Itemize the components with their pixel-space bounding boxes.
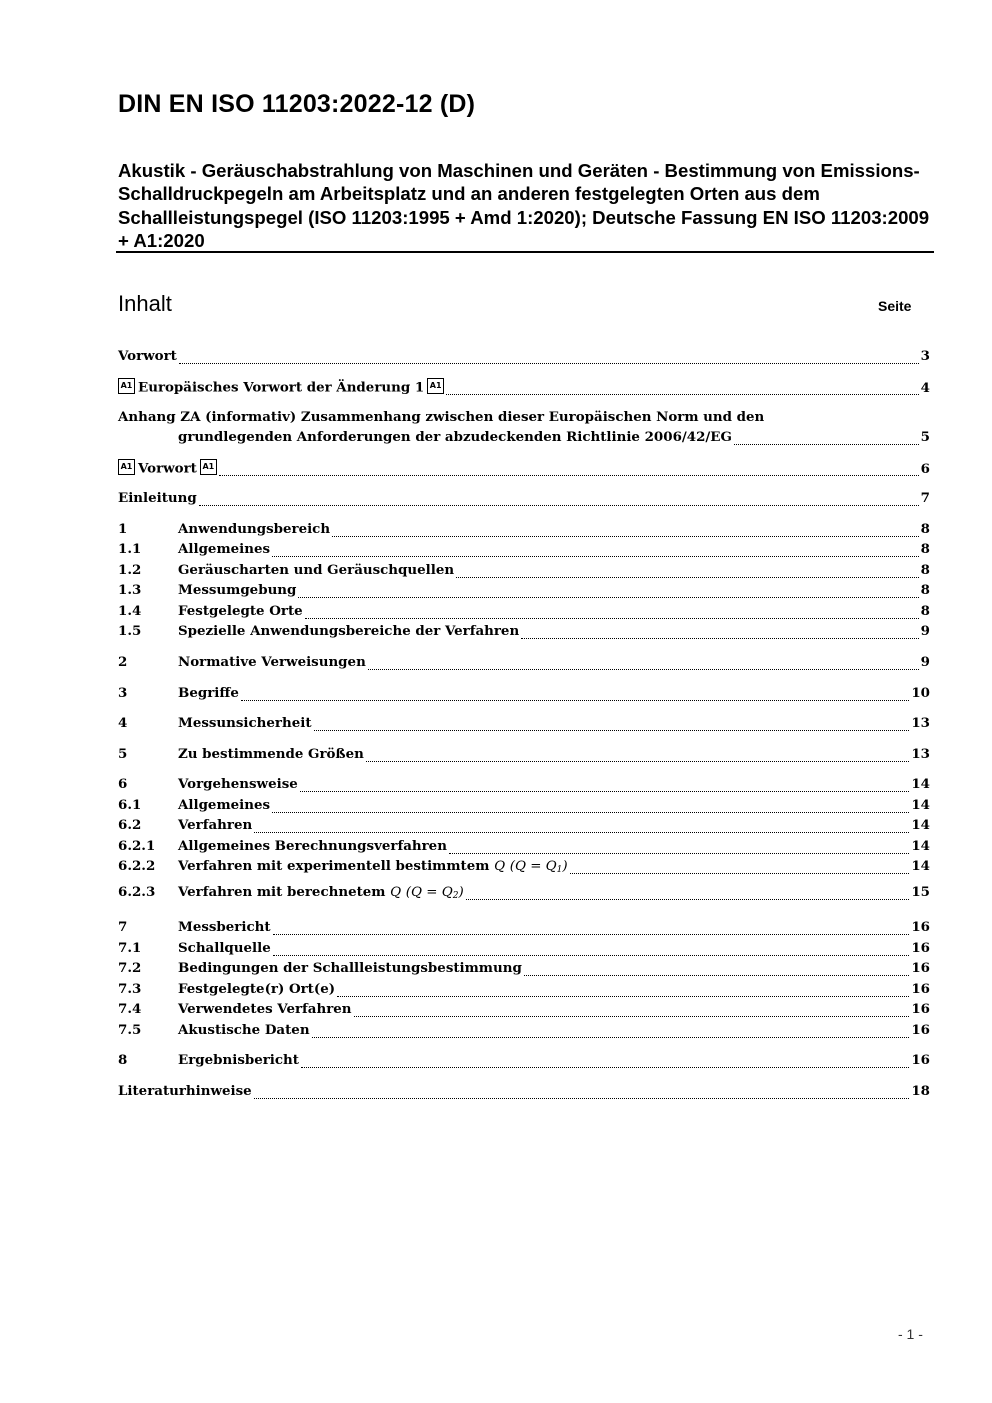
toc-number: 6.1 [118, 797, 142, 813]
dot-leader [570, 872, 910, 874]
toc-label: Schallquelle [178, 940, 271, 956]
toc-number: 7.2 [118, 960, 142, 976]
toc-label: Messunsicherheit [178, 715, 312, 731]
toc-label: Messbericht [178, 919, 271, 935]
toc-label: Einleitung [118, 490, 197, 506]
toc-entry-1-3[interactable] [118, 582, 930, 602]
math-paren-close: ) [562, 859, 568, 874]
toc-entry-6-2-1[interactable] [118, 838, 930, 858]
toc-page: 8 [920, 603, 930, 619]
toc-label: Ergebnisbericht [178, 1052, 299, 1068]
toc-entry-1-2[interactable] [118, 562, 930, 582]
dot-leader [368, 668, 919, 670]
toc-page: 16 [911, 1052, 930, 1068]
title-divider [116, 251, 934, 253]
toc-number: 1.5 [118, 623, 142, 639]
dot-leader [219, 474, 919, 476]
toc-page: 8 [920, 582, 930, 598]
toc-entry-a1-vorwort[interactable] [118, 460, 930, 480]
toc-label: Vorwort [138, 460, 197, 477]
toc-label: Vorwort [118, 348, 177, 364]
toc-label: Allgemeines [178, 797, 271, 813]
toc-label: Anhang ZA (informativ) Zusammenhang zwischen dieser Europäischen Norm und den [118, 409, 765, 425]
toc-page: 3 [920, 348, 930, 364]
math-subscript: 2 [452, 891, 459, 901]
toc-entry-literaturhinweise[interactable] [118, 1083, 930, 1103]
dot-leader [312, 1036, 910, 1038]
toc-entry-6-2-2[interactable] [118, 858, 930, 878]
toc-entry-1[interactable] [118, 521, 930, 541]
page-number: - 1 - [898, 1326, 923, 1342]
toc-page: 16 [911, 940, 930, 956]
toc-page: 15 [911, 884, 930, 900]
toc-label: Verfahren mit berechnetem [178, 884, 386, 900]
toc-entry-1-5[interactable] [118, 623, 930, 643]
toc-number: 7 [118, 919, 128, 935]
toc-entry-7-2[interactable] [118, 960, 930, 980]
dot-leader [734, 443, 919, 445]
toc-number: 7.5 [118, 1022, 142, 1038]
dot-leader [272, 811, 909, 813]
toc-number: 8 [118, 1052, 128, 1068]
toc-page: 14 [911, 838, 930, 854]
toc-page: 16 [911, 919, 930, 935]
amendment-start-icon: A1 [118, 459, 135, 475]
toc-label: Festgelegte(r) Ort(e) [178, 981, 336, 997]
toc-entry-anhang-za-line1[interactable] [118, 409, 930, 429]
toc-number: 1.2 [118, 562, 142, 578]
toc-label: Allgemeines [178, 541, 271, 557]
toc-label: Vorgehensweise [178, 776, 298, 792]
toc-number: 5 [118, 746, 128, 762]
toc-label: Begriffe [178, 685, 239, 701]
toc-entry-einleitung[interactable] [118, 490, 930, 510]
toc-entry-7-5[interactable] [118, 1022, 930, 1042]
toc-entry-1-1[interactable] [118, 541, 930, 561]
dot-leader [254, 831, 909, 833]
toc-page: 16 [911, 960, 930, 976]
math-equation: Q = Q [411, 885, 453, 900]
toc-label: Akustische Daten [178, 1022, 310, 1038]
dot-leader [354, 1015, 910, 1017]
toc-entry-8[interactable] [118, 1052, 930, 1072]
toc-number: 6.2.2 [118, 858, 156, 874]
toc-entry-vorwort[interactable] [118, 348, 930, 368]
toc-page: 18 [911, 1083, 930, 1099]
toc-page: 10 [911, 685, 930, 701]
toc-page: 7 [920, 490, 930, 506]
dot-leader [524, 974, 910, 976]
toc-label: Verfahren mit experimentell bestimmtem [178, 858, 490, 874]
toc-label: Geräuscharten und Geräuschquellen [178, 562, 455, 578]
toc-label: Literaturhinweise [118, 1083, 252, 1099]
toc-number: 6.2.3 [118, 884, 156, 900]
dot-leader [337, 995, 909, 997]
toc-entry-7[interactable] [118, 919, 930, 939]
toc-number: 3 [118, 685, 128, 701]
contents-heading: Inhalt [118, 291, 172, 316]
toc-number: 1 [118, 521, 128, 537]
toc-label: Messumgebung [178, 582, 297, 598]
toc-entry-3[interactable] [118, 685, 930, 705]
toc-entry-1-4[interactable] [118, 603, 930, 623]
toc-number: 1.3 [118, 582, 142, 598]
toc-page: 9 [920, 654, 930, 670]
toc-page: 5 [920, 429, 930, 445]
toc-label: Spezielle Anwendungsbereiche der Verfahren [178, 623, 520, 639]
toc-page: 14 [911, 776, 930, 792]
toc-page: 16 [911, 981, 930, 997]
math-subscript: 1 [556, 865, 563, 875]
math-paren-open: ( [509, 859, 515, 874]
toc-number: 4 [118, 715, 128, 731]
toc-entry-euro-vorwort-aenderung[interactable] [118, 379, 930, 399]
math-q: Q [494, 859, 506, 874]
dot-leader [449, 852, 909, 854]
toc-entry-6[interactable] [118, 776, 930, 796]
toc-page: 8 [920, 541, 930, 557]
dot-leader [241, 699, 910, 701]
dot-leader [466, 898, 910, 900]
dot-leader [456, 576, 919, 578]
dot-leader [272, 555, 919, 557]
math-paren-close: ) [458, 885, 464, 900]
toc-entry-5[interactable] [118, 746, 930, 766]
toc-page: 9 [920, 623, 930, 639]
dot-leader [305, 617, 919, 619]
dot-leader [332, 535, 919, 537]
dot-leader [273, 933, 910, 935]
toc-number: 1.1 [118, 541, 142, 557]
toc-entry-2[interactable] [118, 654, 930, 674]
toc-page: 13 [911, 715, 930, 731]
toc-number: 2 [118, 654, 128, 670]
toc-entry-7-1[interactable] [118, 940, 930, 960]
toc-label: Verfahren [178, 817, 253, 833]
toc-page: 6 [920, 460, 930, 477]
toc-label: Anwendungsbereich [178, 521, 331, 537]
math-equation: Q = Q [514, 859, 557, 874]
toc-label: Allgemeines Berechnungsverfahren [178, 838, 447, 854]
toc-label: Europäisches Vorwort der Änderung 1 [138, 379, 425, 396]
toc-label: Bedingungen der Schallleistungsbestimmung [178, 960, 522, 976]
toc-label: Normative Verweisungen [178, 654, 366, 670]
dot-leader [254, 1097, 910, 1099]
amendment-end-icon: A1 [200, 459, 217, 475]
dot-leader [446, 393, 918, 395]
dot-leader [301, 1066, 909, 1068]
toc-entry-6-2-3[interactable] [118, 884, 930, 904]
dot-leader [521, 637, 918, 639]
toc-page: 14 [911, 797, 930, 813]
amendment-start-icon: A1 [118, 378, 135, 394]
amendment-end-icon: A1 [427, 378, 444, 394]
toc-page: 8 [920, 521, 930, 537]
page-column-label: Seite [878, 298, 912, 314]
toc-number: 1.4 [118, 603, 142, 619]
toc-number: 6 [118, 776, 128, 792]
toc-entry-4[interactable] [118, 715, 930, 735]
dot-leader [199, 504, 919, 506]
toc-entry-7-3[interactable] [118, 981, 930, 1001]
toc-page: 16 [911, 1001, 930, 1017]
toc-page: 4 [920, 379, 930, 396]
dot-leader [298, 596, 918, 598]
toc-label: Zu bestimmende Größen [178, 746, 364, 762]
document-id: DIN EN ISO 11203:2022-12 (D) [118, 90, 476, 118]
toc-label: grundlegenden Anforderungen der abzudeckenden Richtlinie 2006/42/EG [178, 429, 732, 445]
dot-leader [273, 954, 910, 956]
toc-page: 14 [911, 858, 930, 874]
toc-page: 14 [911, 817, 930, 833]
toc-number: 6.2.1 [118, 838, 156, 854]
dot-leader [366, 760, 910, 762]
toc-page: 8 [920, 562, 930, 578]
toc-entry-7-4[interactable] [118, 1001, 930, 1021]
toc-number: 7.1 [118, 940, 142, 956]
toc-label: Festgelegte Orte [178, 603, 303, 619]
toc-page: 16 [911, 1022, 930, 1038]
toc-entry-6-2[interactable] [118, 817, 930, 837]
toc-number: 7.4 [118, 1001, 142, 1017]
toc-number: 6.2 [118, 817, 142, 833]
toc-entry-6-1[interactable] [118, 797, 930, 817]
math-paren-open: ( [405, 885, 412, 900]
document-title: Akustik - Geräuschabstrahlung von Maschinen und Geräten - Bestimmung von Emissions-Schalldruckpegeln am Arbeitsplatz und an anderen festgelegten Orten aus dem Schallleistungspegel (ISO 11203:1995 + Amd 1:2020); Deutsche Fassung EN ISO 11203:2009 + A1:2020 [118, 160, 930, 251]
math-q: Q [390, 885, 402, 900]
dot-leader [314, 729, 910, 731]
toc-label: Verwendetes Verfahren [178, 1001, 352, 1017]
dot-leader [300, 790, 910, 792]
toc-page: 13 [911, 746, 930, 762]
toc-number: 7.3 [118, 981, 142, 997]
toc-entry-anhang-za-line2[interactable] [118, 429, 930, 449]
dot-leader [179, 362, 919, 364]
